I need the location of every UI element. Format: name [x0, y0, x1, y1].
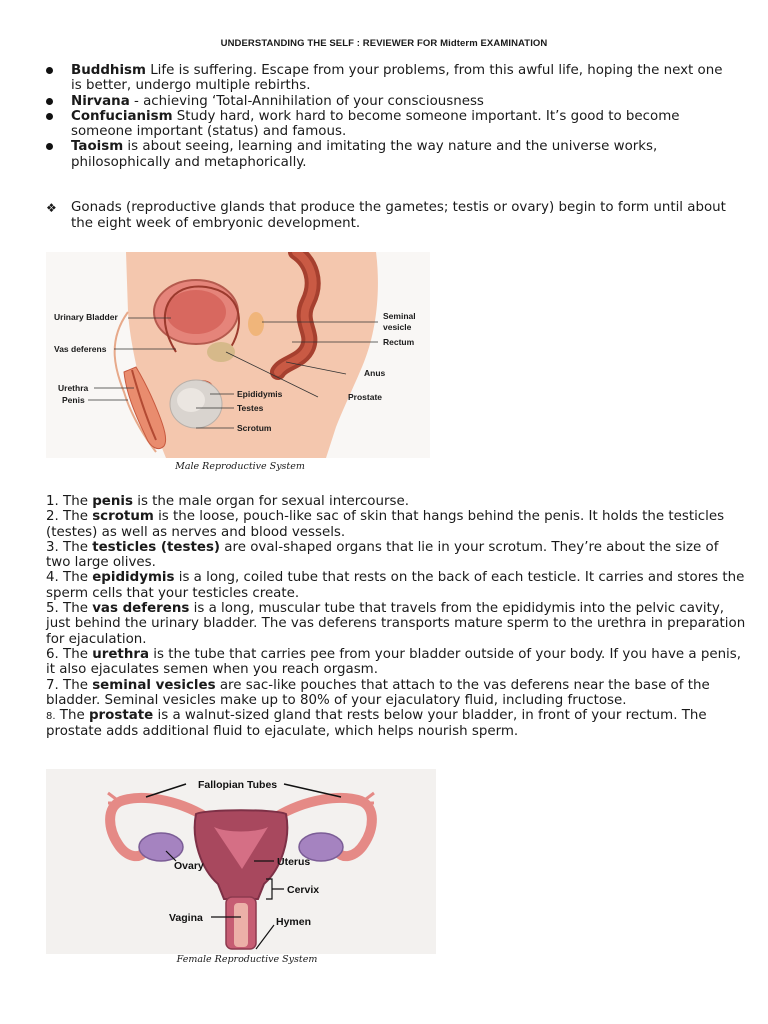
male-reproductive-figure [46, 252, 430, 458]
label-rectum: Rectum [383, 337, 415, 347]
list-item [46, 708, 746, 740]
female-anatomy-illustration [46, 769, 436, 954]
bullet-term: Buddhism [71, 63, 146, 78]
list-item [46, 601, 746, 647]
bullet-text: - achieving ‘Total-Annihilation of your consciousness [129, 93, 484, 109]
item-term: seminal vesicles [92, 677, 216, 693]
item-prefix: The [58, 570, 93, 586]
male-figure-caption: Male Reproductive System [175, 461, 305, 472]
list-item [46, 540, 746, 571]
bullet-text: Life is suffering. Escape from your problems, from this awful life, hoping the next one is better, undergo multiple rebirths. [71, 63, 723, 94]
bullet-term: Confucianism [71, 108, 173, 124]
bullet-text: is about seeing, learning and imitating the way nature and the universe works, philosophically and metaphorically. [71, 139, 658, 170]
list-item [46, 509, 746, 540]
gonads-note-text: Gonads (reproductive glands that produce the gametes; testis or ovary) begin to form until about the eight week of embryonic development. [71, 200, 726, 231]
label-urinary-bladder: Urinary Bladder [54, 312, 118, 322]
label-vesicle: vesicle [383, 322, 412, 332]
bullet-dot-icon [46, 143, 53, 150]
item-term: urethra [92, 646, 149, 662]
female-figure-caption: Female Reproductive System [176, 954, 318, 965]
bullet-text: Study hard, work hard to become someone important. It’s good to become someone important (status) and famous. [71, 108, 680, 140]
item-prefix: The [58, 539, 93, 555]
list-item [46, 678, 746, 709]
item-term: penis [92, 494, 133, 509]
list-item [46, 63, 736, 94]
label-scrotum: Scrotum [237, 423, 272, 433]
label-vagina: Vagina [169, 912, 203, 924]
item-prefix: The [58, 601, 93, 617]
label-epididymis: Epididymis [237, 389, 283, 399]
bullet-term: Taoism [71, 139, 124, 155]
label-hymen: Hymen [276, 916, 312, 928]
page-title: UNDERSTANDING THE SELF : REVIEWER FOR Midterm EXAMINATION [220, 38, 548, 49]
item-number: 3. [46, 539, 59, 555]
item-number: 6. [46, 646, 59, 662]
list-item [46, 94, 736, 109]
item-text: are oval-shaped organs that lie in your scrotum. They’re about the size of two large olives. [46, 539, 719, 571]
male-organs-list [46, 494, 746, 740]
label-fallopian-tubes: Fallopian Tubes [198, 779, 278, 791]
item-prefix: The [55, 708, 89, 724]
item-number: 7. [46, 677, 59, 693]
item-number: 4. [46, 570, 59, 586]
label-seminal: Seminal [383, 311, 416, 321]
item-text: is the loose, pouch-like sac of skin that hangs behind the penis. It holds the testicles (testes) as well as nerves and blood vessels. [46, 509, 725, 540]
label-vas-deferens: Vas deferens [54, 344, 107, 354]
label-ovary: Ovary [174, 860, 204, 872]
item-term: prostate [88, 708, 154, 724]
item-prefix: The [58, 509, 93, 525]
bullet-dot-icon [46, 113, 53, 120]
item-prefix: The [58, 646, 93, 662]
item-number: 1. [46, 494, 59, 509]
list-item [46, 494, 746, 509]
item-prefix: The [58, 494, 93, 509]
bullet-dot-icon [46, 67, 53, 74]
item-term: epididymis [92, 570, 175, 586]
label-penis: Penis [62, 395, 85, 405]
bullet-term: Nirvana [71, 93, 130, 109]
item-term: vas deferens [92, 601, 190, 617]
label-uterus: Uterus [277, 856, 311, 868]
list-item [46, 570, 746, 601]
item-text: is a long, muscular tube that travels from the epididymis into the pelvic cavity, just behind the urinary bladder. The vas deferens transports mature sperm to the urethra in preparation for ejaculation. [46, 601, 746, 647]
gonads-note [46, 200, 736, 231]
item-number: 2. [46, 509, 59, 525]
item-number: 5. [46, 601, 59, 617]
label-prostate: Prostate [348, 392, 383, 402]
item-text: is a long, coiled tube that rests on the back of each testicle. It carries and stores the sperm cells that your testicles create. [46, 570, 745, 601]
male-anatomy-illustration [46, 252, 430, 458]
label-testes: Testes [237, 403, 264, 413]
religion-bullet-list [46, 63, 736, 170]
list-item [46, 647, 746, 678]
item-text: are sac-like pouches that attach to the vas deferens near the base of the bladder. Seminal vesicles make up to 80% of your ejaculatory fluid, including fructose. [46, 677, 710, 708]
label-urethra: Urethra [58, 383, 89, 393]
label-anus: Anus [364, 368, 386, 378]
item-text: is the tube that carries pee from your bladder outside of your body. If you have a penis, it also ejaculates semen when you reach orgasm. [46, 646, 742, 678]
item-term: scrotum [92, 509, 154, 525]
bullet-dot-icon [46, 98, 53, 105]
item-text: is the male organ for sexual intercourse. [132, 494, 409, 509]
item-prefix: The [58, 677, 93, 693]
label-cervix: Cervix [287, 884, 320, 896]
list-item [46, 139, 736, 170]
item-number: 8. [46, 711, 56, 723]
female-reproductive-figure [46, 769, 436, 954]
item-term: testicles (testes) [92, 539, 221, 555]
item-text: is a walnut-sized gland that rests below your bladder, in front of your rectum. The prostate adds additional fluid to ejaculate, which helps nourish sperm. [46, 708, 707, 740]
diamond-bullet-icon: ❖ [46, 201, 57, 215]
list-item [46, 109, 736, 140]
